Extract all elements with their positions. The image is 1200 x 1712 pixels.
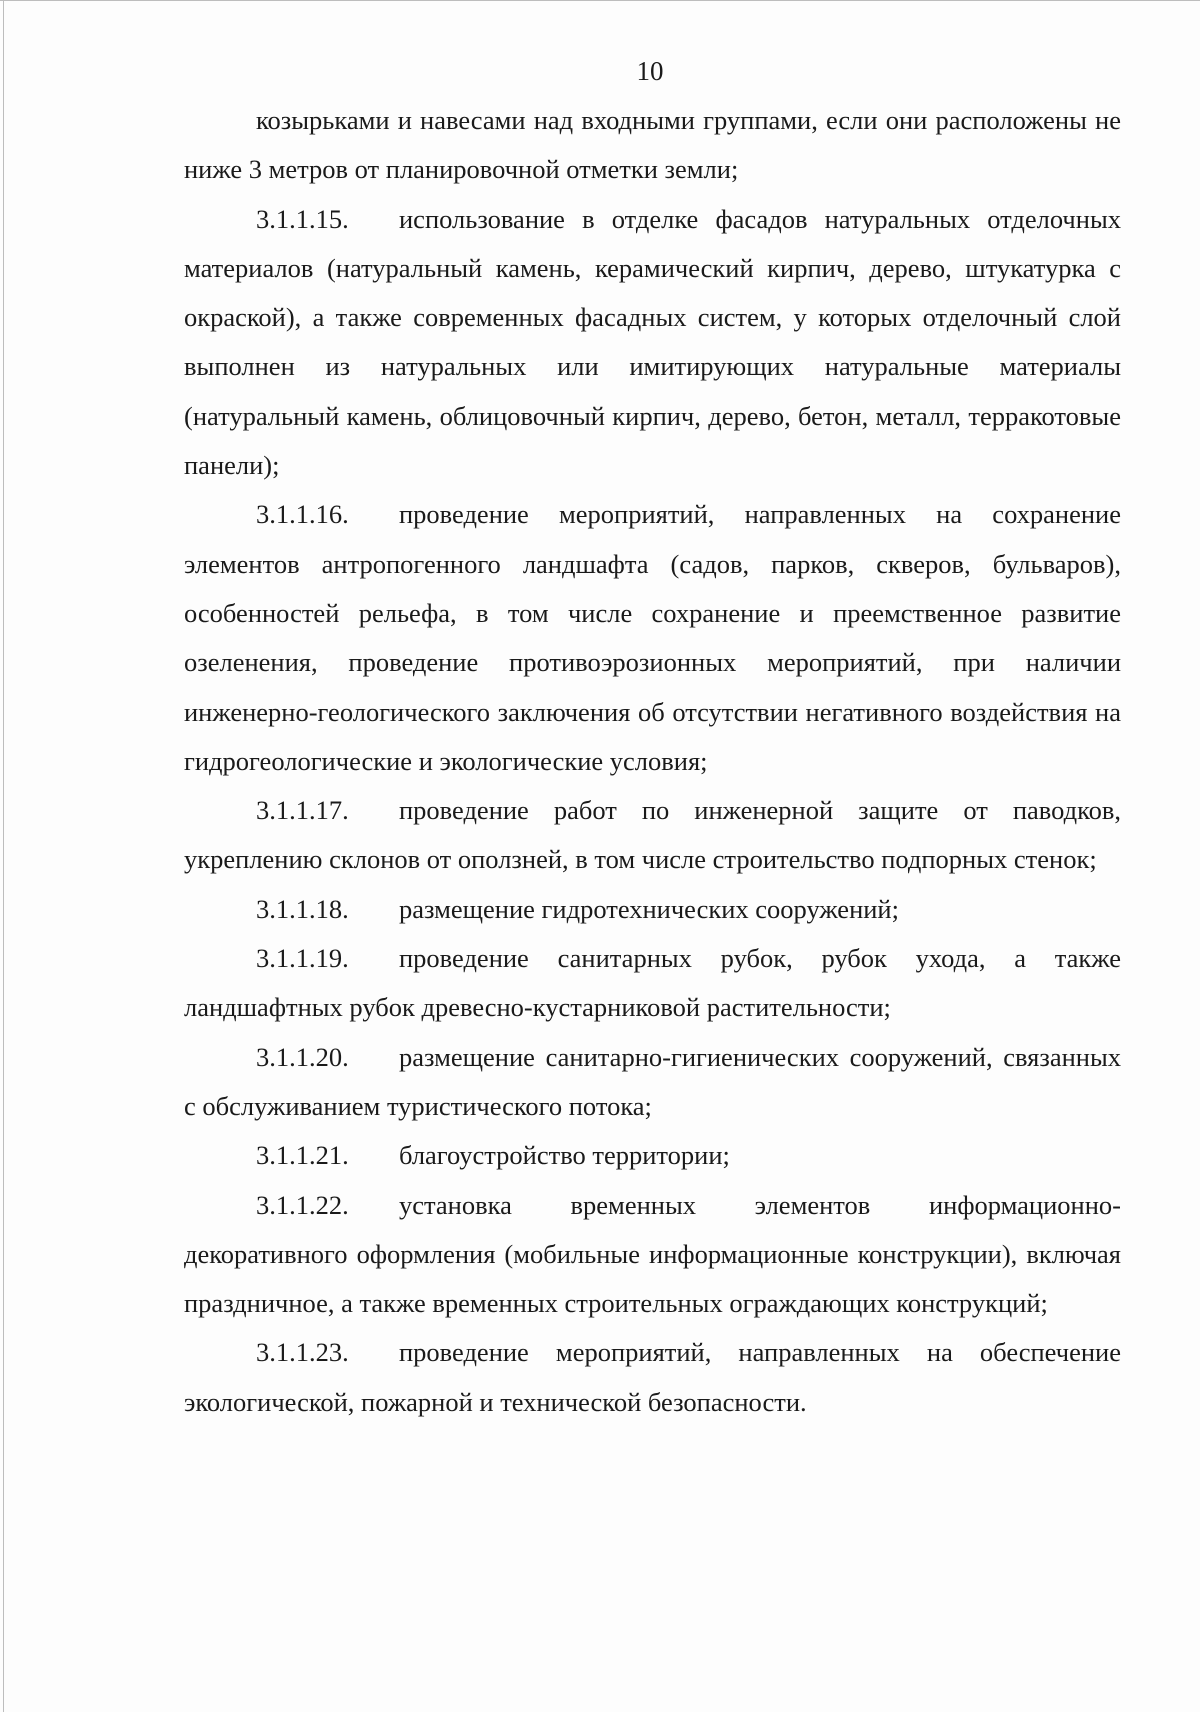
scan-left-edge <box>3 0 4 1712</box>
paragraph-text: проведение мероприятий, направленных на сохранение элементов антропогенного ландшафта (садов, парков, скверов, бульваров), особенностей рельефа, в том числе сохранение и преемственное развитие озеленения, проведение противоэрозионных мероприятий, при наличии инженерно-геологического заключения об отсутствии негативного воздействия на гидрогеологические и экологические условия; <box>184 499 1121 776</box>
paragraph-text: установка временных элементов информационно-декоративного оформления (мобильные информационные конструкции), включая праздничное, а также временных строительных ограждающих конструкций; <box>184 1189 1121 1319</box>
paragraph-text: козырьками и навесами над входными группами, если они расположены не ниже 3 метров от планировочной отметки земли; <box>184 105 1121 185</box>
paragraph-3-1-1-22 <box>184 1181 1121 1329</box>
paragraph-3-1-1-15 <box>184 195 1121 491</box>
scan-top-edge <box>0 0 1200 1</box>
paragraph-3-1-1-20 <box>184 1033 1121 1132</box>
item-number: 3.1.1.15. <box>256 203 349 234</box>
item-number: 3.1.1.21. <box>256 1140 349 1171</box>
document-body <box>184 96 1121 1427</box>
item-number: 3.1.1.16. <box>256 499 349 530</box>
paragraph-3-1-1-18 <box>184 885 1121 934</box>
paragraph-text: размещение санитарно-гигиенических сооружений, связанных с обслуживанием туристического потока; <box>184 1041 1121 1121</box>
item-number: 3.1.1.18. <box>256 893 349 924</box>
paragraph-3-1-1-17 <box>184 786 1121 885</box>
item-number: 3.1.1.20. <box>256 1041 349 1072</box>
paragraph-text: размещение гидротехнических сооружений; <box>399 893 899 924</box>
paragraph-text: благоустройство территории; <box>399 1140 730 1171</box>
item-number: 3.1.1.19. <box>256 943 349 974</box>
paragraph-text: проведение мероприятий, направленных на обеспечение экологической, пожарной и технической безопасности. <box>184 1337 1121 1417</box>
paragraph-3-1-1-16 <box>184 490 1121 786</box>
paragraph-text: проведение санитарных рубок, рубок ухода, а также ландшафтных рубок древесно-кустарниковой растительности; <box>184 943 1121 1023</box>
paragraph-3-1-1-21 <box>184 1131 1121 1180</box>
paragraph-text: использование в отделке фасадов натуральных отделочных материалов (натуральный камень, керамический кирпич, дерево, штукатурка с окраской), а также современных фасадных систем, у которых отделочный слой выполнен из натуральных или имитирующих натуральные материалы (натуральный камень, облицовочный кирпич, дерево, бетон, металл, терракотовые панели); <box>184 203 1121 481</box>
item-number: 3.1.1.22. <box>256 1189 349 1220</box>
paragraph-continuation <box>184 96 1121 195</box>
paragraph-3-1-1-19 <box>184 934 1121 1033</box>
item-number: 3.1.1.23. <box>256 1337 349 1368</box>
page-number: 10 <box>636 56 664 86</box>
paragraph-text: проведение работ по инженерной защите от паводков, укреплению склонов от оползней, в том числе строительство подпорных стенок; <box>184 795 1121 875</box>
paragraph-3-1-1-23 <box>184 1328 1121 1427</box>
item-number: 3.1.1.17. <box>256 795 349 826</box>
